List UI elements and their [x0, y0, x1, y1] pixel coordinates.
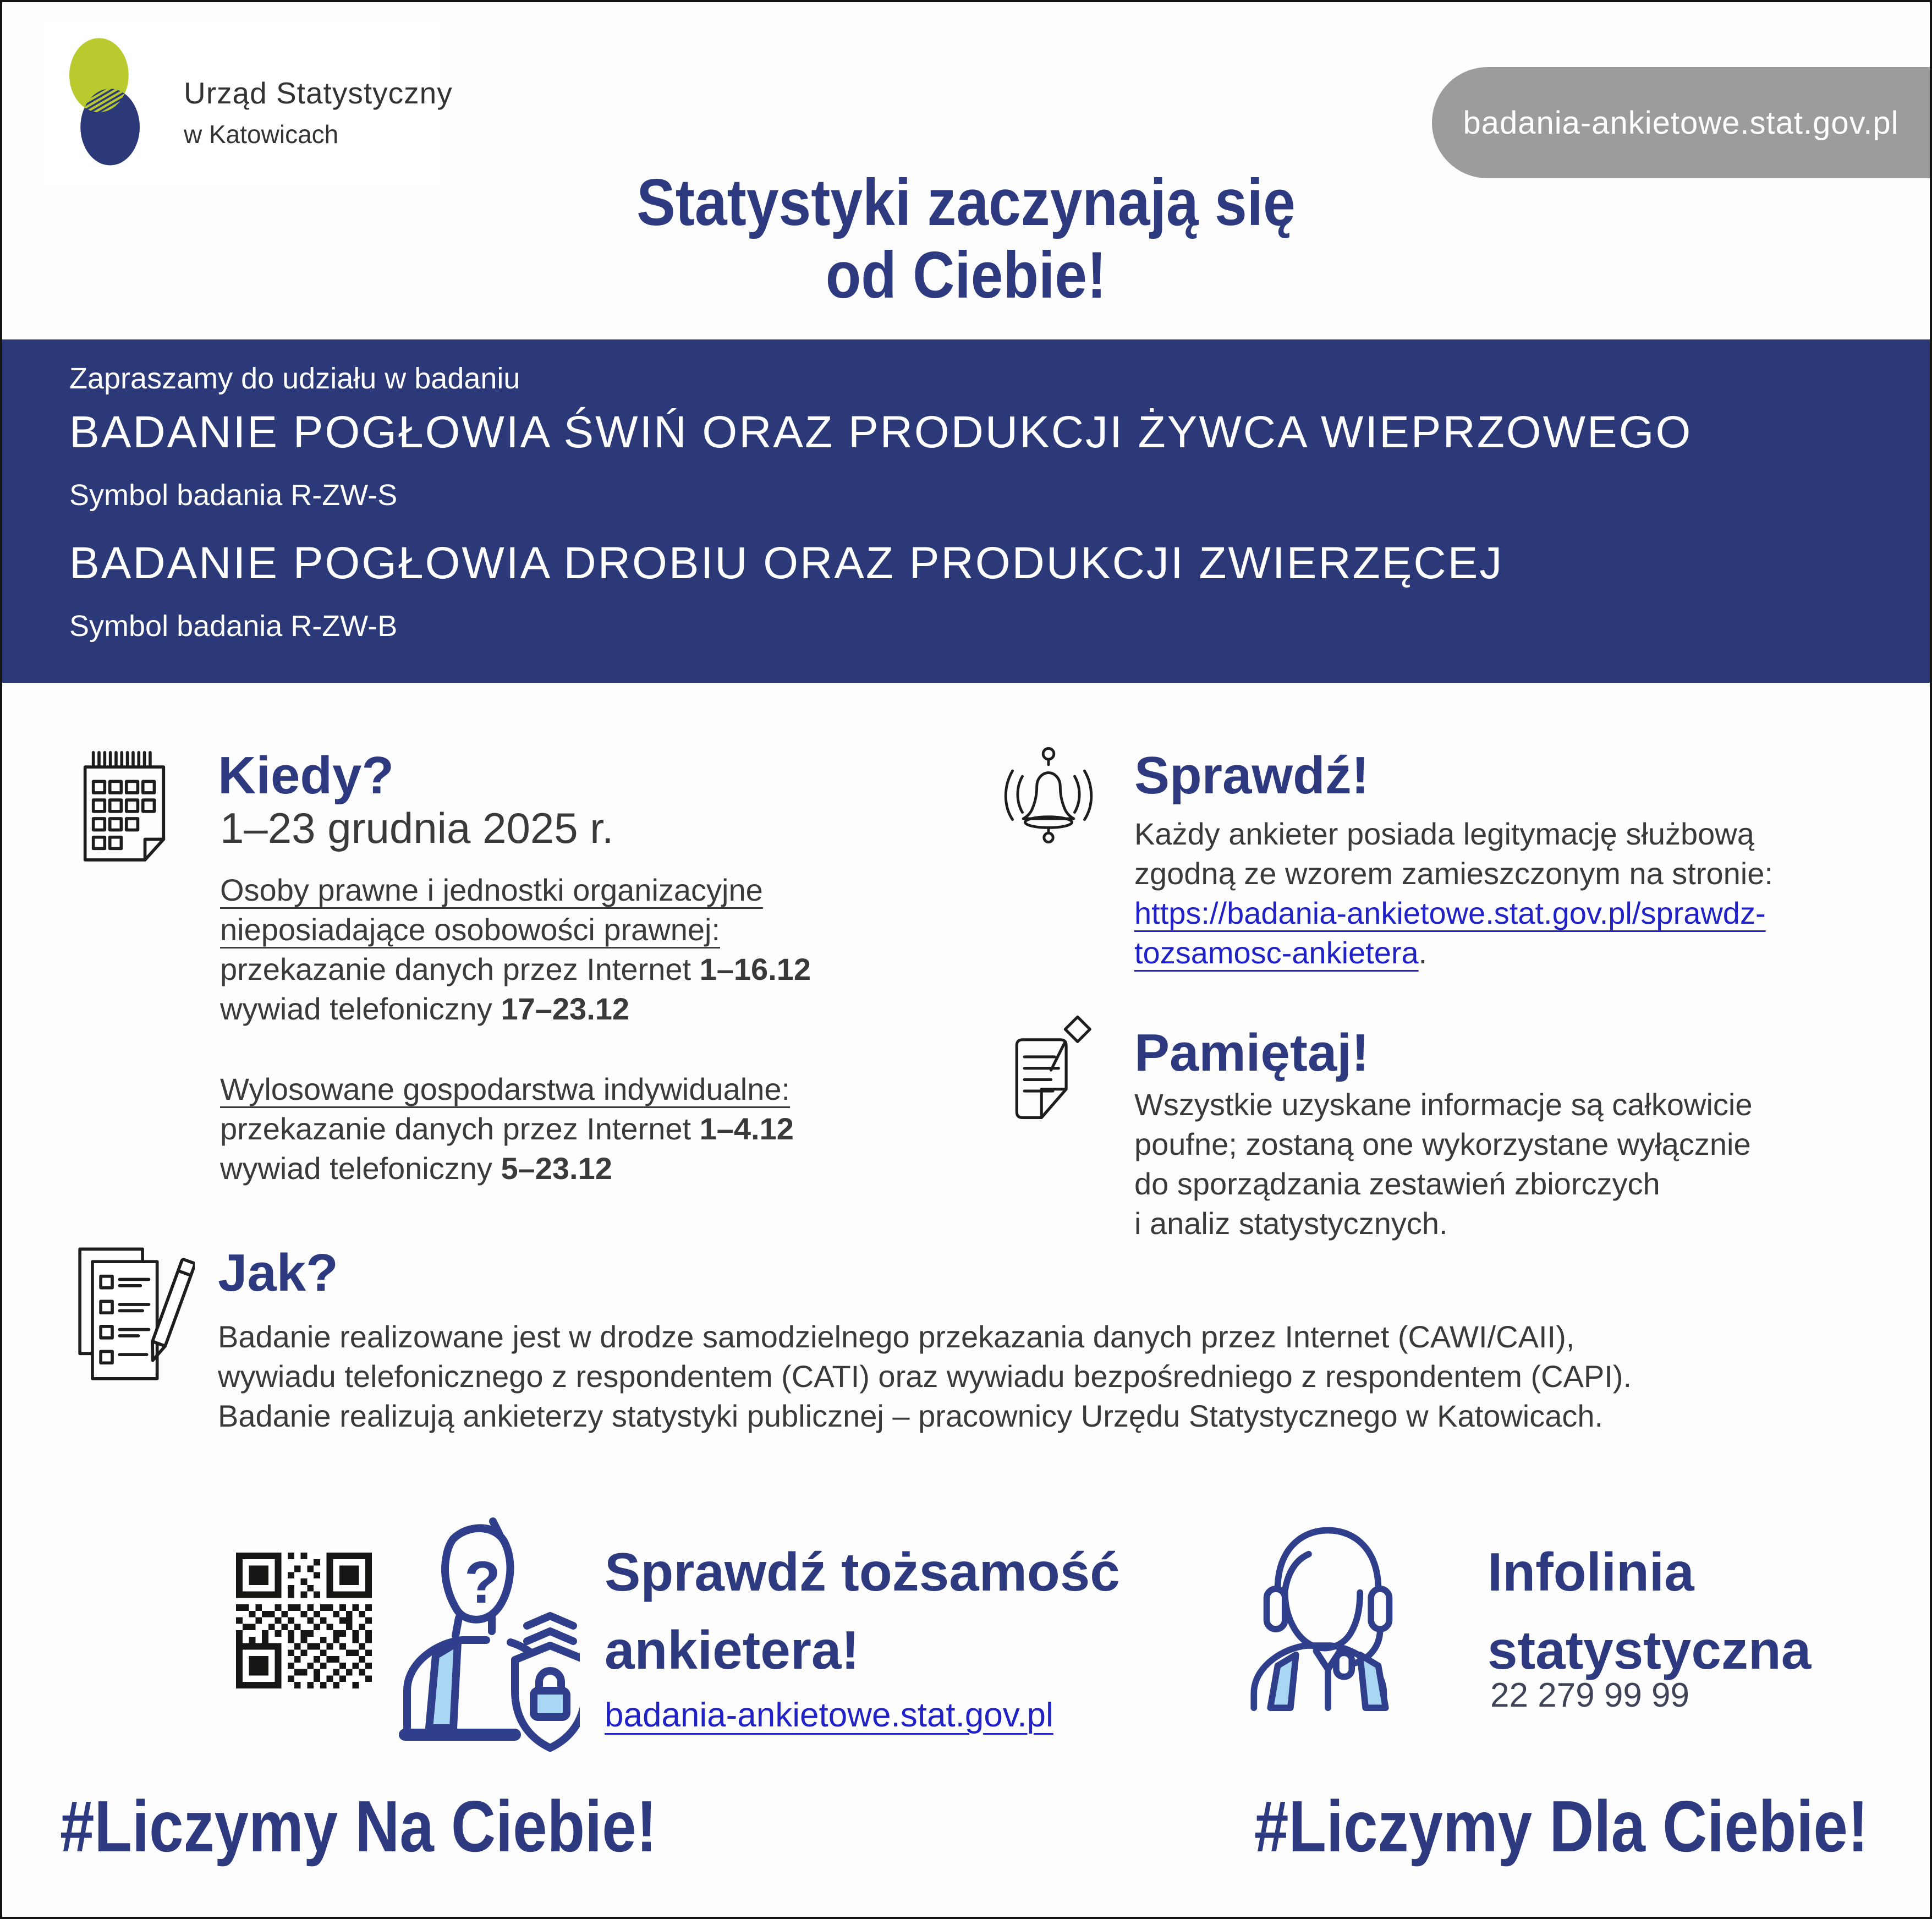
- note-pin-icon: [1001, 1011, 1097, 1137]
- survey2-symbol: Symbol badania R-ZW-B: [69, 610, 398, 643]
- pamietaj-line2: poufne; zostaną one wykorzystane wyłącznie: [1134, 1127, 1751, 1161]
- pamietaj-line4: i analiz statystycznych.: [1134, 1206, 1448, 1241]
- households-schedule: [220, 1070, 794, 1188]
- survey-date-range: 1–23 grudnia 2025 r.: [220, 804, 614, 852]
- households-phone-line: [220, 1149, 794, 1188]
- verify-identity-link[interactable]: badania-ankietowe.stat.gov.pl: [605, 1696, 1053, 1734]
- households-internet-line: [220, 1109, 794, 1149]
- verify-url-line2-wrap: [1134, 933, 1773, 973]
- banner-intro: Zapraszamy do udziału w badaniu: [69, 362, 520, 395]
- pamietaj-body: [1134, 1085, 1752, 1243]
- survey1-symbol: Symbol badania R-ZW-S: [69, 479, 398, 512]
- logo-org-name: Urząd Statystyczny: [184, 76, 453, 110]
- legal-entities-internet-line: [220, 950, 811, 989]
- logo-text: [184, 75, 453, 149]
- legal-entities-internet-dates: 1–16.12: [699, 952, 811, 986]
- pamietaj-line1: Wszystkie uzyskane informacje są całkowicie: [1134, 1087, 1753, 1122]
- calendar-icon: [73, 750, 176, 868]
- sprawdz-heading: Sprawdź!: [1134, 746, 1369, 805]
- interviewer-shield-icon: [387, 1512, 580, 1761]
- title-line-1: Statystyki zaczynają się: [636, 166, 1296, 239]
- logo-org-city: w Katowicach: [184, 120, 339, 149]
- verify-identity-url-line2[interactable]: tozsamosc-ankietera: [1134, 935, 1419, 970]
- legal-entities-title-line2: nieposiadające osobowości prawnej:: [220, 912, 721, 947]
- households-internet-dates: 1–4.12: [699, 1111, 794, 1146]
- legal-entities-title-line1: Osoby prawne i jednostki organizacyjne: [220, 873, 763, 907]
- statistical-office-logo-icon: [63, 37, 156, 168]
- jak-line2: wywiadu telefonicznego z respondentem (CATI) oraz wywiadu bezpośredniego z respondentem (CAPI).: [218, 1359, 1632, 1394]
- pamietaj-heading: Pamiętaj!: [1134, 1023, 1369, 1082]
- checklist-pencil-icon: [72, 1244, 195, 1385]
- qr-code: [236, 1553, 372, 1688]
- hotline-operator-icon: [1241, 1514, 1415, 1723]
- title-line-2: od Ciebie!: [825, 238, 1107, 312]
- sprawdz-line1: Każdy ankieter posiada legitymację służbową: [1134, 816, 1754, 851]
- legal-entities-phone-dates: 17–23.12: [501, 991, 630, 1026]
- pamietaj-line3: do sporządzania zestawień zbiorczych: [1134, 1166, 1660, 1201]
- bell-icon: [999, 744, 1098, 854]
- survey1-title: BADANIE POGŁOWIA ŚWIŃ ORAZ PRODUKCJI ŻYWCA WIEPRZOWEGO: [69, 407, 1693, 457]
- jak-body: [218, 1317, 1632, 1436]
- infoline-phone-number: 22 279 99 99: [1490, 1676, 1690, 1714]
- verify-identity-url-line1[interactable]: https://badania-ankietowe.stat.gov.pl/sprawdz-: [1134, 896, 1766, 930]
- verify-url-suffix: .: [1418, 935, 1428, 970]
- hashtag-right: #Liczymy Dla Ciebie!: [1254, 1786, 1868, 1867]
- survey2-title: BADANIE POGŁOWIA DROBIU ORAZ PRODUKCJI ZWIERZĘCEJ: [69, 538, 1504, 588]
- infoline-heading-line2: statystyczna: [1488, 1620, 1812, 1680]
- url-badge: [1432, 67, 1930, 178]
- legal-entities-phone-label: wywiad telefoniczny: [220, 991, 492, 1026]
- households-title: Wylosowane gospodarstwa indywidualne:: [220, 1072, 791, 1106]
- sprawdz-body: [1134, 814, 1773, 973]
- legal-entities-schedule: [220, 870, 811, 1029]
- survey-banner: [2, 339, 1930, 683]
- page-title: [118, 166, 1814, 311]
- households-phone-label: wywiad telefoniczny: [220, 1151, 492, 1186]
- verify-heading-line2: ankietera!: [605, 1620, 860, 1680]
- legal-entities-phone-line: [220, 989, 811, 1029]
- svg-text:?: ?: [464, 1549, 501, 1615]
- jak-line1: Badanie realizowane jest w drodze samodzielnego przekazania danych przez Internet (CAWI/CAII),: [218, 1319, 1575, 1354]
- kiedy-heading: Kiedy?: [218, 746, 394, 805]
- verify-url-line1-wrap: [1134, 893, 1773, 933]
- logo: [43, 20, 453, 185]
- url-badge-text: badania-ankietowe.stat.gov.pl: [1463, 105, 1899, 141]
- sprawdz-line2: zgodną ze wzorem zamieszczonym na stronie:: [1134, 856, 1773, 891]
- hashtag-left: #Liczymy Na Ciebie!: [60, 1786, 657, 1867]
- households-phone-dates: 5–23.12: [501, 1151, 612, 1186]
- infoline-heading: [1488, 1533, 1811, 1689]
- verify-heading-line1: Sprawdź tożsamość: [605, 1542, 1120, 1602]
- infoline-heading-line1: Infolinia: [1488, 1542, 1694, 1602]
- verify-identity-heading: [605, 1533, 1120, 1689]
- jak-heading: Jak?: [218, 1243, 338, 1302]
- legal-entities-internet-label: przekazanie danych przez Internet: [220, 952, 691, 986]
- jak-line3: Badanie realizują ankieterzy statystyki publicznej – pracownicy Urzędu Statystycznego w Katowicach.: [218, 1399, 1604, 1433]
- households-internet-label: przekazanie danych przez Internet: [220, 1111, 691, 1146]
